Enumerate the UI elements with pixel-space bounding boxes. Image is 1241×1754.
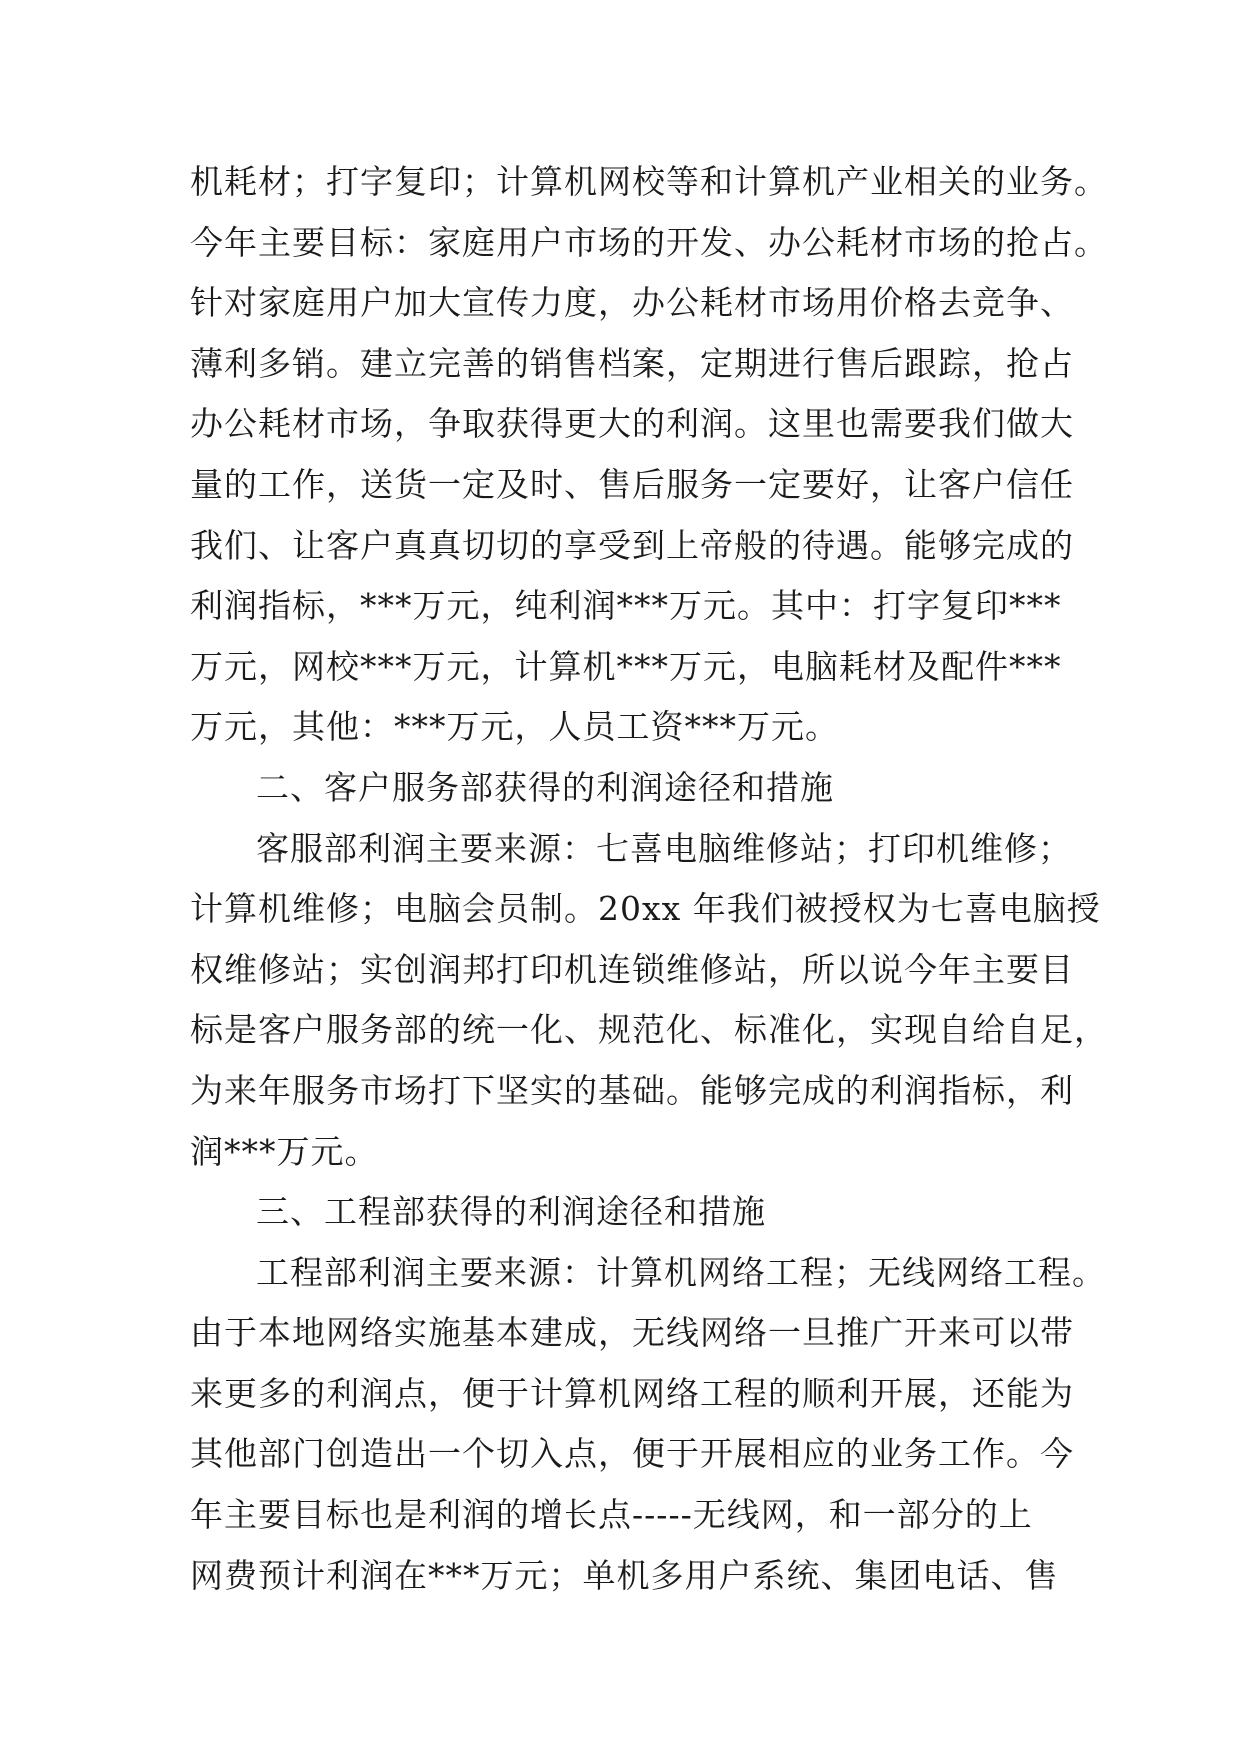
body-line: 万元，其他：***万元，人员工资***万元。 — [190, 707, 839, 747]
body-line: 量的工作，送货一定及时、售后服务一定要好，让客户信任 — [190, 464, 1074, 504]
body-line: 计算机维修；电脑会员制。20xx 年我们被授权为七喜电脑授 — [190, 889, 1101, 929]
body-line: 润***万元。 — [190, 1131, 379, 1171]
body-line: 办公耗材市场，争取获得更大的利润。这里也需要我们做大 — [190, 404, 1074, 444]
section-heading-engineering: 三、工程部获得的利润途径和措施 — [256, 1192, 766, 1232]
body-line: 利润指标，***万元，纯利润***万元。其中：打字复印*** — [190, 586, 1062, 626]
body-line: 网费预计利润在***万元；单机多用户系统、集团电话、售 — [190, 1555, 1059, 1595]
body-line: 来更多的利润点，便于计算机网络工程的顺利开展，还能为 — [190, 1373, 1074, 1413]
body-line: 标是客户服务部的统一化、规范化、标准化，实现自给自足， — [190, 1010, 1108, 1050]
body-line: 为来年服务市场打下坚实的基础。能够完成的利润指标，利 — [190, 1070, 1074, 1110]
section-heading-customer-service: 二、客户服务部获得的利润途径和措施 — [256, 767, 834, 807]
body-line: 其他部门创造出一个切入点，便于开展相应的业务工作。今 — [190, 1434, 1074, 1474]
paragraph-first-line: 工程部利润主要来源：计算机网络工程；无线网络工程。 — [256, 1252, 1106, 1292]
body-line: 由于本地网络实施基本建成，无线网络一旦推广开来可以带 — [190, 1313, 1074, 1353]
body-line: 今年主要目标：家庭用户市场的开发、办公耗材市场的抢占。 — [190, 222, 1108, 262]
body-line: 年主要目标也是利润的增长点-----无线网，和一部分的上 — [190, 1495, 1033, 1535]
body-line: 我们、让客户真真切切的享受到上帝般的待遇。能够完成的 — [190, 525, 1074, 565]
document-body — [190, 152, 1108, 1606]
body-line: 机耗材；打字复印；计算机网校等和计算机产业相关的业务。 — [190, 162, 1108, 201]
body-line: 薄利多销。建立完善的销售档案，定期进行售后跟踪，抢占 — [190, 343, 1074, 383]
body-line: 针对家庭用户加大宣传力度，办公耗材市场用价格去竞争、 — [190, 283, 1074, 323]
body-line: 权维修站；实创润邦打印机连锁维修站，所以说今年主要目 — [190, 949, 1074, 989]
body-line: 万元，网校***万元，计算机***万元，电脑耗材及配件*** — [190, 646, 1062, 686]
paragraph-first-line: 客服部利润主要来源：七喜电脑维修站；打印机维修； — [256, 828, 1072, 868]
